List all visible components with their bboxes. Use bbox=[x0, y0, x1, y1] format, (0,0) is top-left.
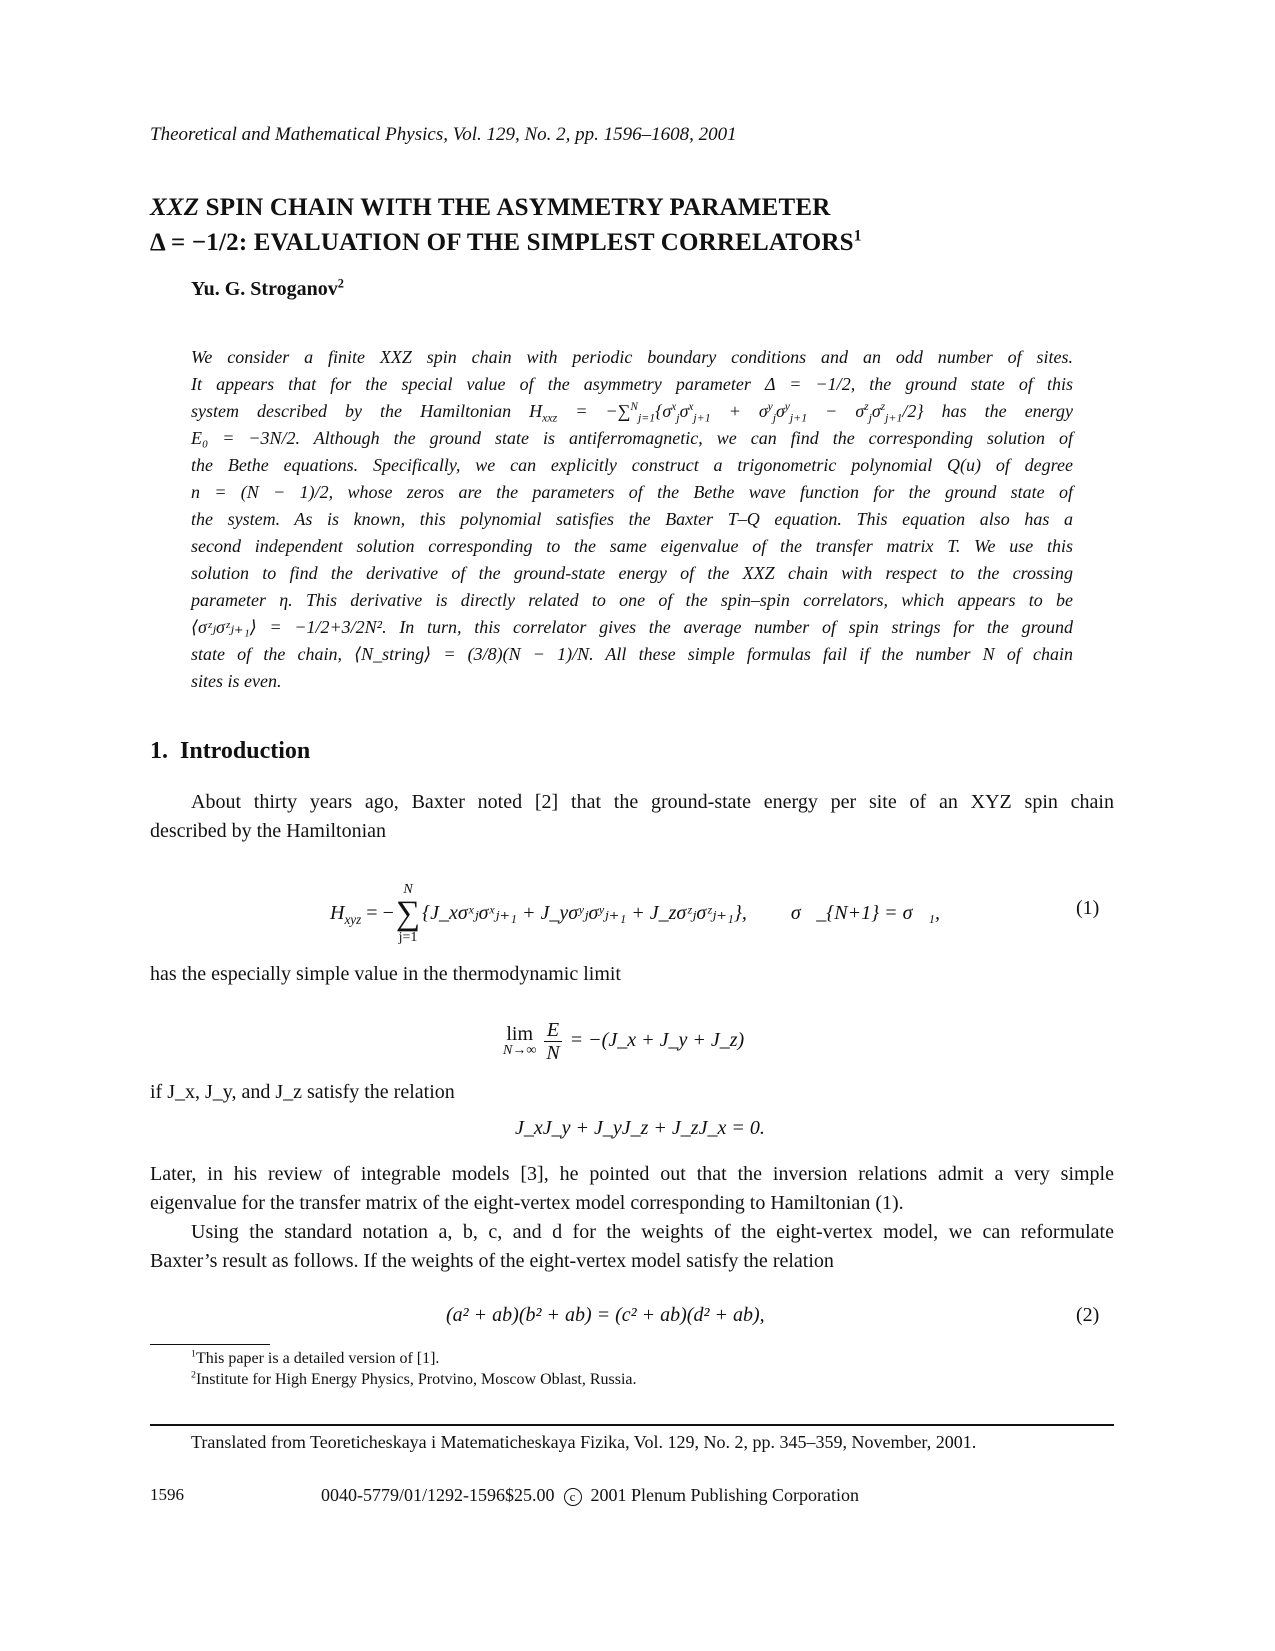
section-number: 1. bbox=[150, 738, 168, 764]
title-line-1 bbox=[150, 190, 862, 225]
sigma-index: x bbox=[671, 401, 677, 413]
abstract-line: the Bethe equations. Specifically, we can explicitly construct a trigonometric polynomial Q(u) of degree bbox=[191, 455, 1073, 475]
sigma-index: y bbox=[767, 401, 773, 413]
title-line-1-text: SPIN CHAIN WITH THE ASYMMETRY PARAMETER bbox=[199, 194, 831, 221]
sigma-index: j+1 bbox=[885, 410, 903, 425]
title-footnote-mark: 1 bbox=[853, 227, 862, 245]
equation-1 bbox=[330, 878, 940, 948]
sigma-index: y bbox=[784, 401, 790, 413]
abstract-line: state of the chain, ⟨N_string⟩ = (3/8)(N − 1)/N. All these simple formulas fail if the number N of chain bbox=[191, 644, 1073, 664]
fraction bbox=[544, 1019, 561, 1064]
sigma-index: j bbox=[676, 410, 680, 425]
paragraph-line: described by the Hamiltonian bbox=[150, 820, 387, 842]
eq1-equals: = − bbox=[361, 902, 394, 924]
fraction-numerator: E bbox=[544, 1019, 561, 1042]
footnote-rule bbox=[150, 1344, 270, 1345]
section-title: Introduction bbox=[180, 738, 311, 764]
paragraph-line: has the especially simple value in the thermodynamic limit bbox=[150, 963, 621, 985]
paper-title bbox=[150, 190, 862, 260]
footnote-text: This paper is a detailed version of [1]. bbox=[195, 1350, 440, 1367]
sigma-index: j bbox=[772, 410, 777, 425]
footnote-mark: 1 bbox=[191, 1348, 196, 1360]
equation-number-2: (2) bbox=[1076, 1304, 1100, 1326]
author-name: Yu. G. Stroganov bbox=[191, 278, 338, 300]
title-line-2 bbox=[150, 225, 862, 260]
paragraph-line: Baxter’s result as follows. If the weights of the eight-vertex model satisfy the relation bbox=[150, 1250, 834, 1272]
paragraph-line: Using the standard notation a, b, c, and d for the weights of the eight-vertex model, we can reformulate bbox=[191, 1221, 1114, 1243]
fraction-denominator: N bbox=[546, 1041, 560, 1064]
abstract-line: E₀ = −3N/2. Although the ground state is antiferromagnetic, we can find the corresponding solution of bbox=[191, 428, 1073, 448]
publisher: 2001 Plenum Publishing Corporation bbox=[590, 1485, 860, 1505]
paragraph bbox=[150, 1160, 1114, 1218]
sum-lower: j=1 bbox=[398, 930, 418, 946]
page-number: 1596 bbox=[150, 1485, 184, 1504]
abstract-line: second independent solution corresponding to the same eigenvalue of the transfer matrix T. We use this bbox=[191, 536, 1073, 556]
abstract-line: We consider a finite XXZ spin chain with periodic boundary conditions and an odd number of sites. bbox=[191, 347, 1073, 367]
abstract-line: parameter η. This derivative is directly related to one of the spin–spin correlators, which appears to be bbox=[191, 590, 1073, 610]
sum-upper: N bbox=[403, 882, 413, 898]
sum-limit-bottom: j=1 bbox=[637, 410, 656, 425]
paragraph bbox=[150, 1218, 1114, 1276]
lim-label: lim bbox=[506, 1023, 533, 1046]
sigma-index: j bbox=[868, 410, 872, 425]
sigma-index: j+1 bbox=[693, 410, 711, 425]
abstract-line-3-start: system described by the Hamiltonian H bbox=[191, 401, 543, 421]
abstract-line-3-end: has the energy bbox=[923, 401, 1073, 421]
footnote-text: Institute for High Energy Physics, Protvino, Moscow Oblast, Russia. bbox=[195, 1371, 637, 1388]
equation-2: (a² + ab)(b² + ab) = (c² + ab)(d² + ab), bbox=[446, 1304, 765, 1326]
author bbox=[191, 278, 344, 301]
copyright-line bbox=[321, 1485, 859, 1506]
abstract-line: sites is even. bbox=[191, 671, 282, 691]
abstract-line: system described by the Hamiltonian $H_{xxz} = -\sum^N_{j=1}\{\sigma^x_j\sigma^x_{j+1} + \sigma^y_j\sigma^y_{j+1} - \sigma^z_j\sigma^z_{j+1}/2\}$ has the energy bbox=[191, 401, 1073, 425]
abstract-line: n = (N − 1)/2, whose zeros are the parameters of the Bethe wave function for the ground state of bbox=[191, 482, 1073, 502]
author-footnote-mark: 2 bbox=[337, 276, 344, 291]
sigma-glyph: ∑ bbox=[395, 895, 421, 933]
paragraph-line: About thirty years ago, Baxter noted [2] that the ground-state energy per site of an XYZ spin chain bbox=[191, 791, 1114, 813]
abstract-sum: = −∑ bbox=[557, 401, 631, 421]
bottom-rule bbox=[150, 1424, 1114, 1426]
issn-price: 0040-5779/01/1292-1596$25.00 bbox=[321, 1485, 555, 1505]
footnote-1 bbox=[191, 1348, 439, 1369]
abstract-line: solution to find the derivative of the ground-state energy of the XXZ chain with respect to the crossing bbox=[191, 563, 1073, 583]
eq1-lhs: H bbox=[330, 902, 345, 924]
equation-limit bbox=[503, 1010, 744, 1070]
abstract-line: It appears that for the special value of the asymmetry parameter Δ = −1/2, the ground state of this bbox=[191, 374, 1073, 394]
footnote-2 bbox=[191, 1369, 637, 1390]
eq1-boundary: σ⃗_{N+1} = σ⃗₁, bbox=[790, 902, 940, 924]
journal-citation: Theoretical and Mathematical Physics, Vol. 129, No. 2, pp. 1596–1608, 2001 bbox=[150, 124, 737, 145]
sigma-index: z bbox=[864, 401, 869, 413]
title-math-xxz: XXZ bbox=[150, 194, 200, 221]
translation-note: Translated from Teoreticheskaya i Matematicheskaya Fizika, Vol. 129, No. 2, pp. 345–359, November, 2001. bbox=[191, 1432, 977, 1452]
summation-symbol bbox=[396, 883, 420, 945]
footnote-mark: 2 bbox=[191, 1369, 196, 1381]
sigma-index: z bbox=[880, 401, 886, 413]
abstract bbox=[191, 344, 1073, 695]
paragraph-line: eigenvalue for the transfer matrix of the eight-vertex model corresponding to Hamiltonian (1). bbox=[150, 1192, 904, 1214]
lim-subscript: N→∞ bbox=[503, 1043, 537, 1059]
equation-number-1: (1) bbox=[1076, 897, 1100, 919]
abstract-line: ⟨σᶻⱼσᶻⱼ₊₁⟩ = −1/2+3/2N². In turn, this correlator gives the average number of spin strings for the ground bbox=[191, 617, 1073, 637]
section-heading bbox=[150, 738, 310, 765]
eq1-lhs-sub: xyz bbox=[344, 912, 362, 927]
copyright-icon: c bbox=[564, 1488, 582, 1506]
abstract-line: the system. As is known, this polynomial satisfies the Baxter T–Q equation. This equation also has a bbox=[191, 509, 1073, 529]
eq1-body: {J_xσˣⱼσˣⱼ₊₁ + J_yσʸⱼσʸⱼ₊₁ + J_zσᶻⱼσᶻⱼ₊₁}, bbox=[422, 902, 747, 924]
sigma-index: j+1 bbox=[789, 410, 808, 425]
paragraph-line: if J_x, J_y, and J_z satisfy the relation bbox=[150, 1081, 455, 1103]
title-line-2-text: Δ = −1/2: EVALUATION OF THE SIMPLEST CORRELATORS bbox=[150, 229, 854, 256]
hamiltonian-subscript: xxz bbox=[542, 410, 558, 425]
paragraph bbox=[150, 788, 1114, 846]
sum-limit-top: N bbox=[630, 401, 638, 413]
paragraph-line: Later, in his review of integrable models [3], he pointed out that the inversion relations admit a very simple bbox=[150, 1163, 1114, 1185]
abstract-brace: {σ bbox=[655, 401, 672, 421]
sigma-index: x bbox=[688, 401, 694, 413]
limit-rhs: = −(J_x + J_y + J_z) bbox=[564, 1029, 745, 1051]
equation-relation: J_xJ_y + J_yJ_z + J_zJ_x = 0. bbox=[515, 1117, 765, 1139]
limit-operator bbox=[503, 1024, 536, 1058]
